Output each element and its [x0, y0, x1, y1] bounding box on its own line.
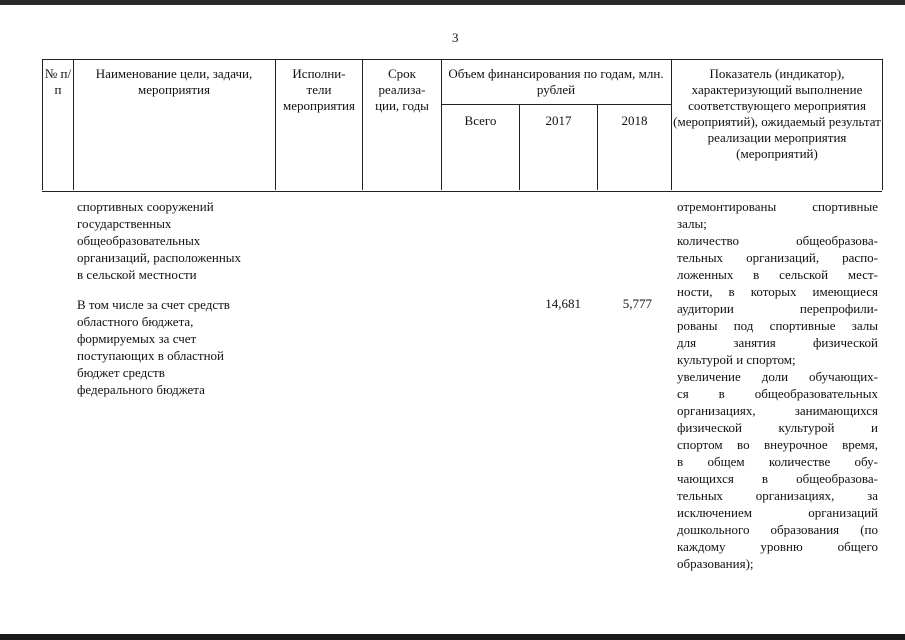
text-line: спортивных сооружений: [77, 199, 214, 214]
text-line: каждому уровню общего: [677, 539, 878, 554]
text-line: бюджет средств: [77, 365, 165, 380]
text-line: увеличение доли обучающих-: [677, 369, 878, 384]
text-line: в сельской местности: [77, 267, 197, 282]
text-line: чающихся в общеобразова-: [677, 471, 878, 486]
text-line: поступающих в областной: [77, 348, 225, 363]
row-subname: [77, 296, 273, 398]
text-line: ся в общеобразовательных: [677, 386, 878, 401]
text-line: В том числе за счет средств: [77, 297, 230, 312]
text-line: дошкольного образования (по: [677, 522, 878, 537]
header-volume: Объем финансирования по годам, млн. рублей: [448, 66, 664, 97]
text-line: формируемых за счет: [77, 331, 197, 346]
header-number: № п/п: [44, 66, 72, 97]
text-line: ложенных в сельской мест-: [677, 267, 878, 282]
text-line: областного бюджета,: [77, 314, 194, 329]
text-line: спортом во внеурочное время,: [677, 437, 878, 452]
header-divider: [671, 59, 672, 190]
header-term: Срок реализа- ции, годы: [375, 66, 429, 113]
header-2017: 2017: [545, 113, 572, 128]
text-line: залы;: [677, 216, 707, 231]
text-line: количество общеобразова-: [677, 233, 878, 248]
text-line: тельных организаций, распо-: [677, 250, 878, 265]
scan-top-edge: [0, 0, 905, 5]
text-line: организациях, занимающихся: [677, 403, 878, 418]
header-divider: [882, 59, 883, 190]
header-subdivider: [441, 104, 671, 105]
value-2017: 14,681: [545, 296, 581, 311]
text-line: общеобразовательных: [77, 233, 201, 248]
header-divider: [73, 59, 74, 190]
scan-bottom-edge: [0, 634, 905, 640]
text-line: рованы под спортивные залы: [677, 318, 878, 333]
text-line: ности, в которых имеющиеся: [677, 284, 878, 299]
text-line: исключением организаций: [677, 505, 878, 520]
text-line: для занятия физической: [677, 335, 878, 350]
header-total: Всего: [464, 113, 497, 128]
value-2018: 5,777: [622, 296, 652, 311]
page-number: 3: [452, 30, 459, 45]
text-line: отремонтированы спортивные: [677, 199, 878, 214]
text-line: физической культурой и: [677, 420, 878, 435]
text-line: организаций, расположенных: [77, 250, 242, 265]
header-executors: Исполни- тели мероприятия: [282, 66, 355, 113]
header-indicator: Показатель (индикатор), характеризующий выполнение соответствующего мероприятия (мероприятий), ожидаемый результат реализации мероприятия (мероприятий): [673, 66, 881, 161]
text-line: федерального бюджета: [77, 382, 205, 397]
header-2018: 2018: [621, 113, 648, 128]
header-name: Наименование цели, задачи, мероприятия: [95, 66, 253, 97]
text-line: в общем количестве обу-: [677, 454, 878, 469]
text-line: государственных: [77, 216, 172, 231]
text-line: образования);: [677, 556, 754, 571]
row-name: [77, 198, 273, 283]
row-indicator: [677, 198, 878, 572]
text-line: аудитории перепрофили-: [677, 301, 878, 316]
text-line: тельных организациях, за: [677, 488, 878, 503]
text-line: культурой и спортом;: [677, 352, 796, 367]
